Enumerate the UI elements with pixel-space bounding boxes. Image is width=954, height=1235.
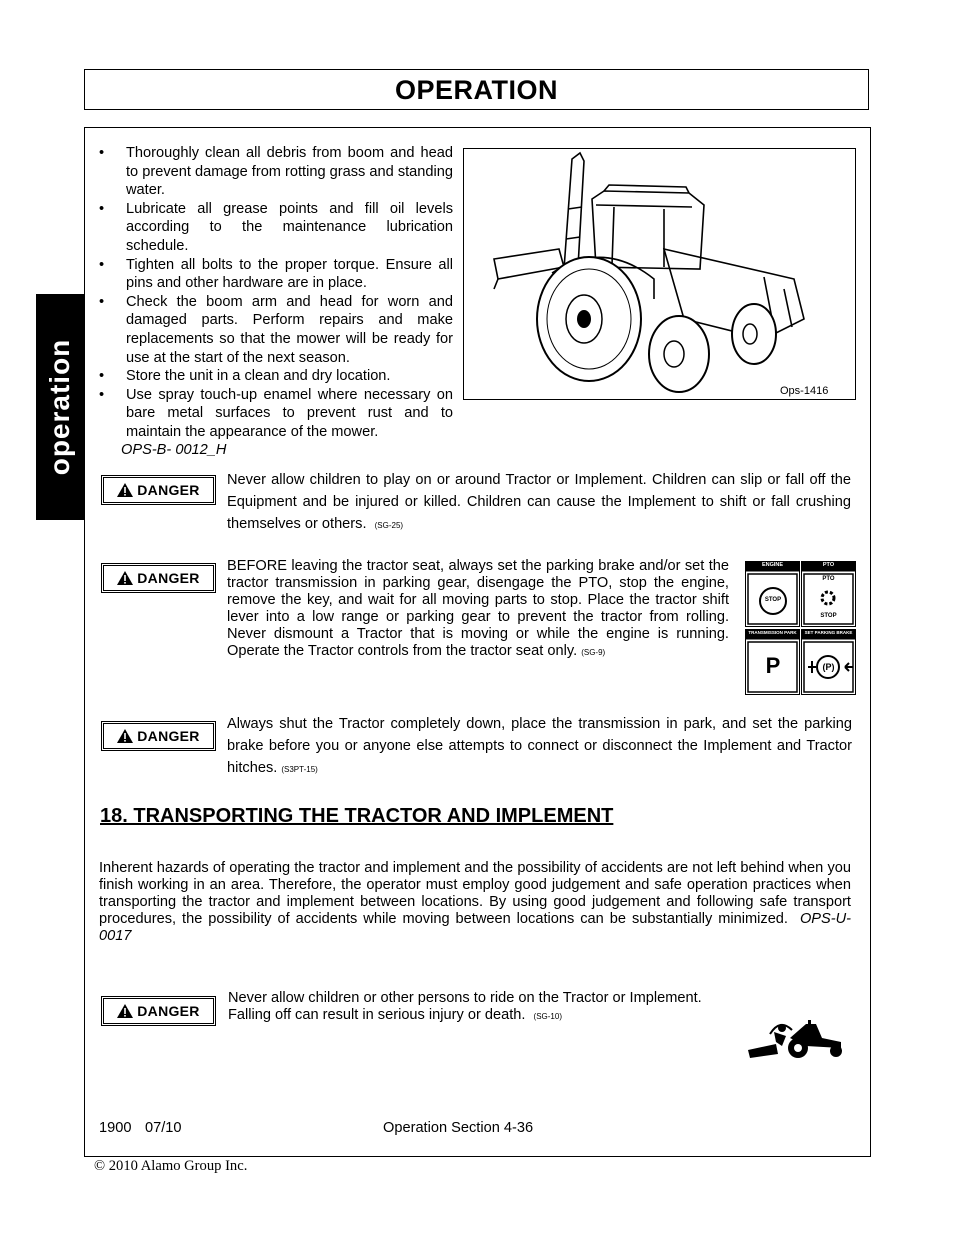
tractor-controls-icon: ENGINE PTO STOP PTO STOP TRANSMISSION PARK SET PARKING BRAKE P (P) [745,561,856,695]
warning-triangle-icon [117,729,133,743]
danger-badge: DANGER [101,996,216,1026]
danger-badge: DANGER [101,475,216,505]
warning-triangle-icon [117,571,133,585]
list-item: • Thoroughly clean all debris from boom and head to prevent damage from rotting grass and standing water. [99,145,453,199]
tractor-figure [463,148,856,400]
list-item: • Tighten all bolts to the proper torque. Ensure all pins and other hardware are in place. [99,256,453,292]
footer-section: Operation Section 4-36 [383,1120,534,1136]
page-title: OPERATION [394,75,558,105]
section-heading: 18. TRANSPORTING THE TRACTOR AND IMPLEMENT [100,805,614,827]
section-paragraph: Inherent hazards of operating the tractor and implement and the possibility of accidents are not left behind when you finish working in an area. Therefore, the operator must employ good judgement and safe operation practices when transporting the tractor and implement between locations. By using good judgement and following safe transport procedures, the possibility of accidents while moving between locations can be substantially minimized. OPS-U- 0017 [99,860,852,944]
side-tab [36,294,84,520]
page-header [84,69,869,110]
maintenance-ref: OPS-B- 0012_H [121,442,227,458]
danger-badge: DANGER [101,563,216,593]
figure-label: Ops-1416 [780,385,829,397]
list-item: • Store the unit in a clean and dry location. [99,368,391,385]
rider-hazard-icon [746,1018,846,1060]
copyright: © 2010 Alamo Group Inc. [94,1158,248,1174]
warning-text: Always shut the Tractor completely down, place the transmission in park, and set the parking brake before you or anyone else attempts to connect or disconnect the Implement and Tractor hitches. (S3PT-15) [227,716,852,776]
warning-text: Never allow children or other persons to ride on the Tractor or Implement. Falling off can result in serious injury or death. (SG-10) [228,990,702,1023]
list-item: • Use spray touch-up enamel where necessary on bare metal surfaces to prevent rust and to maintain the appearance of the mower. [99,386,453,440]
danger-badge: DANGER [101,721,216,751]
warning-triangle-icon [117,483,133,497]
maintenance-list [99,144,453,442]
tractor-drawing [464,149,855,399]
footer-model: 1900 [99,1120,132,1136]
warning-text: Never allow children to play on or around Tractor or Implement. Children can slip or fall off the Equipment and be injured or killed. Children can cause the Implement to shift or fall crushing themselves or others. (SG-25) [227,472,851,532]
warning-text: BEFORE leaving the tractor seat, always set the parking brake and/or set the tractor transmission in parking gear, disengage the PTO, stop the engine, remove the key, and wait for all moving parts to stop. Place the tractor shift lever into a low range or parking gear to prevent the tractor from rolling. Never dismount a Tractor that is moving or while the engine is running. Operate the Tractor controls from the tractor seat only. (SG-9) [227,558,729,659]
list-item: • Check the boom arm and head for worn and damaged parts. Perform repairs and make replacements so that the mower will be ready for use at the start of the next season. [99,293,453,366]
side-tab-label: operation [44,338,75,476]
list-item: • Lubricate all grease points and fill oil levels according to the maintenance lubrication schedule. [99,200,453,254]
warning-triangle-icon [117,1004,133,1018]
footer-date: 07/10 [145,1120,182,1136]
